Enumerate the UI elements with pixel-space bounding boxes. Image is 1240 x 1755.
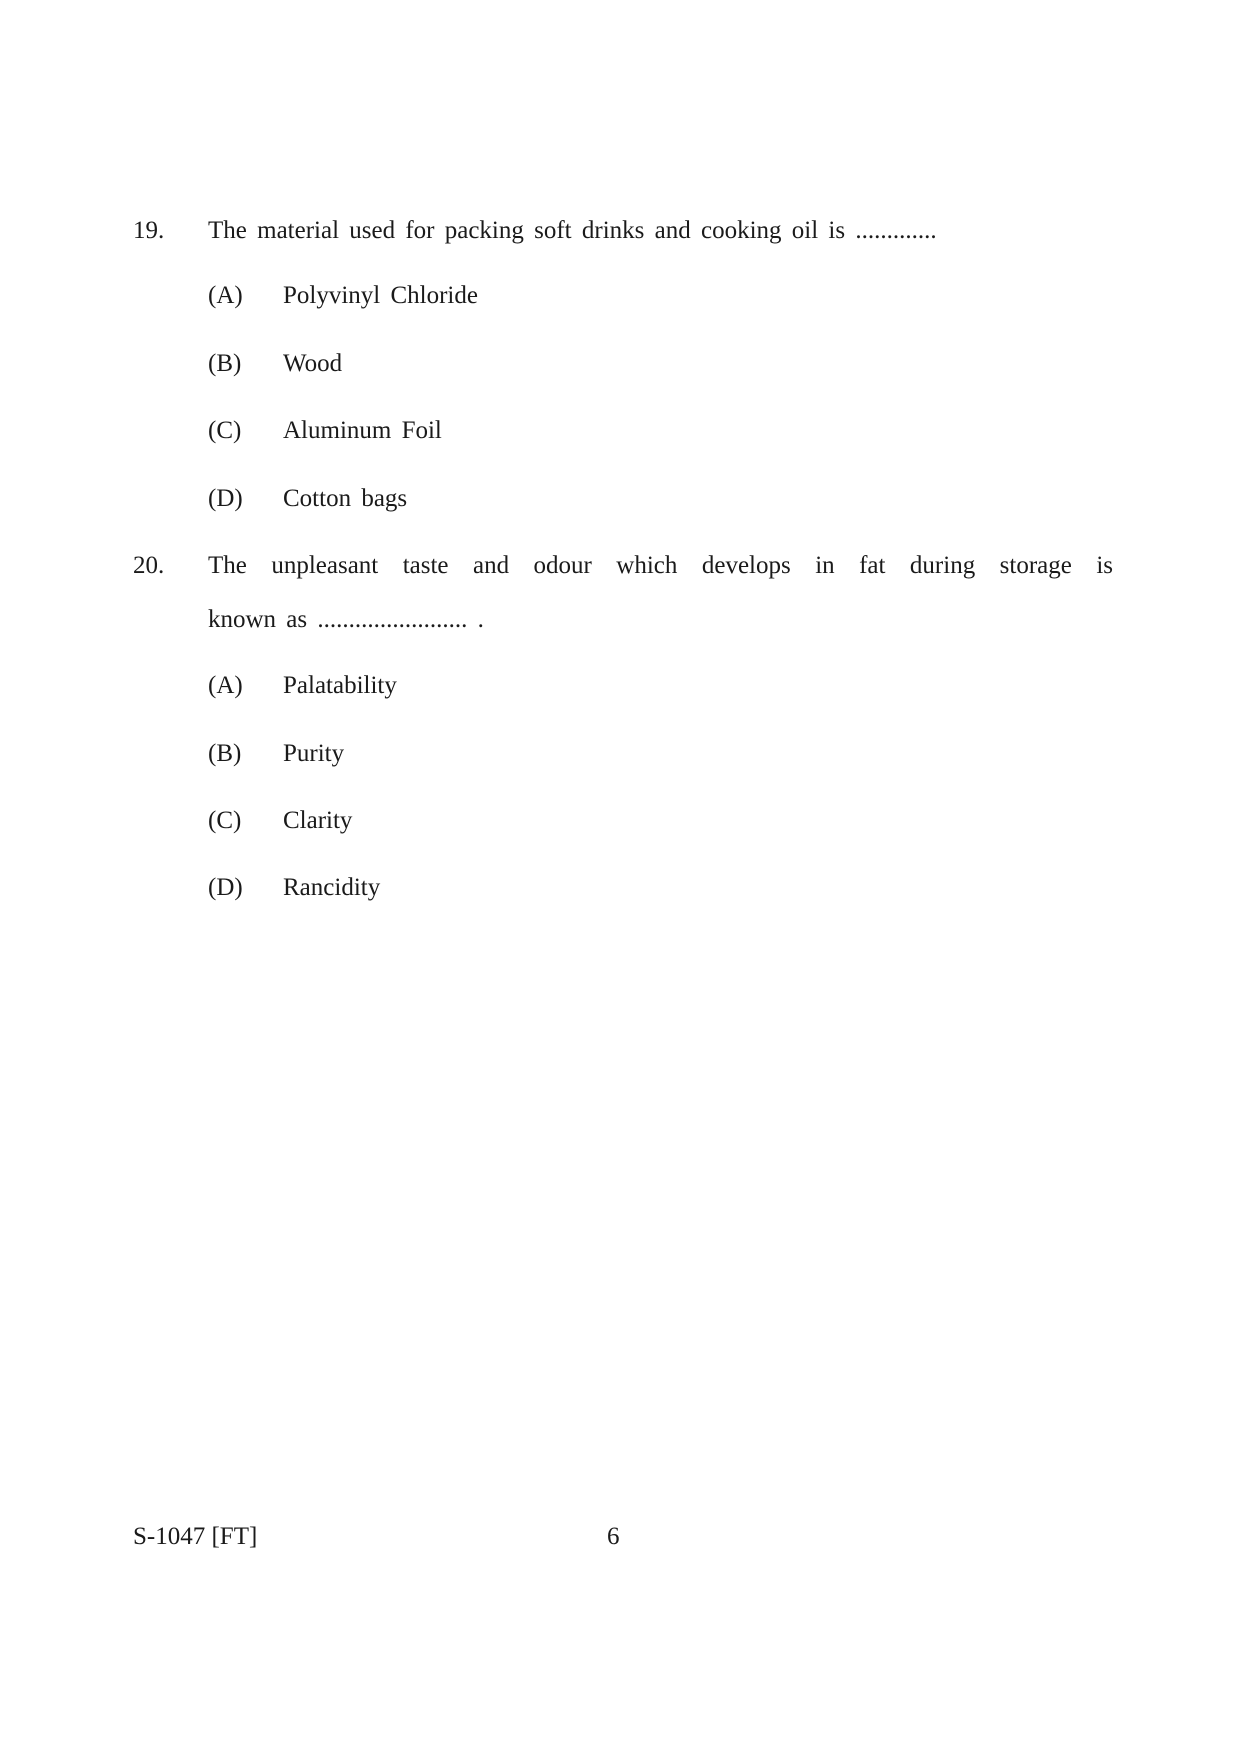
option-letter: (C): [208, 807, 242, 834]
paper-code: S-1047 [FT]: [133, 1523, 258, 1550]
question-number: 20.: [133, 552, 165, 579]
option-text: Palatability: [283, 672, 397, 699]
option-letter: (D): [208, 874, 243, 901]
question-text: [208, 216, 1113, 246]
option-text: Cotton bags: [283, 485, 408, 512]
option-text: Wood: [283, 350, 343, 377]
option-letter: (D): [208, 485, 243, 512]
question-number: 19.: [133, 217, 165, 244]
option-letter: (C): [208, 417, 242, 444]
option-text: Clarity: [283, 807, 353, 834]
option-letter: (A): [208, 282, 243, 309]
option-text: Rancidity: [283, 874, 381, 901]
question-text-line: known as ........................ .: [208, 606, 484, 633]
question-text-line: The material used for packing soft drinks and cooking oil is .............: [208, 217, 937, 244]
option-text: Purity: [283, 740, 345, 767]
option-text: Aluminum Foil: [283, 417, 442, 444]
page-number: 6: [607, 1523, 620, 1550]
option-letter: (A): [208, 672, 243, 699]
option-letter: (B): [208, 350, 242, 377]
question-text: [208, 551, 1113, 635]
question-text-line: The unpleasant taste and odour which develops in fat during storage is: [208, 552, 1113, 579]
option-letter: (B): [208, 740, 242, 767]
option-text: Polyvinyl Chloride: [283, 282, 478, 309]
